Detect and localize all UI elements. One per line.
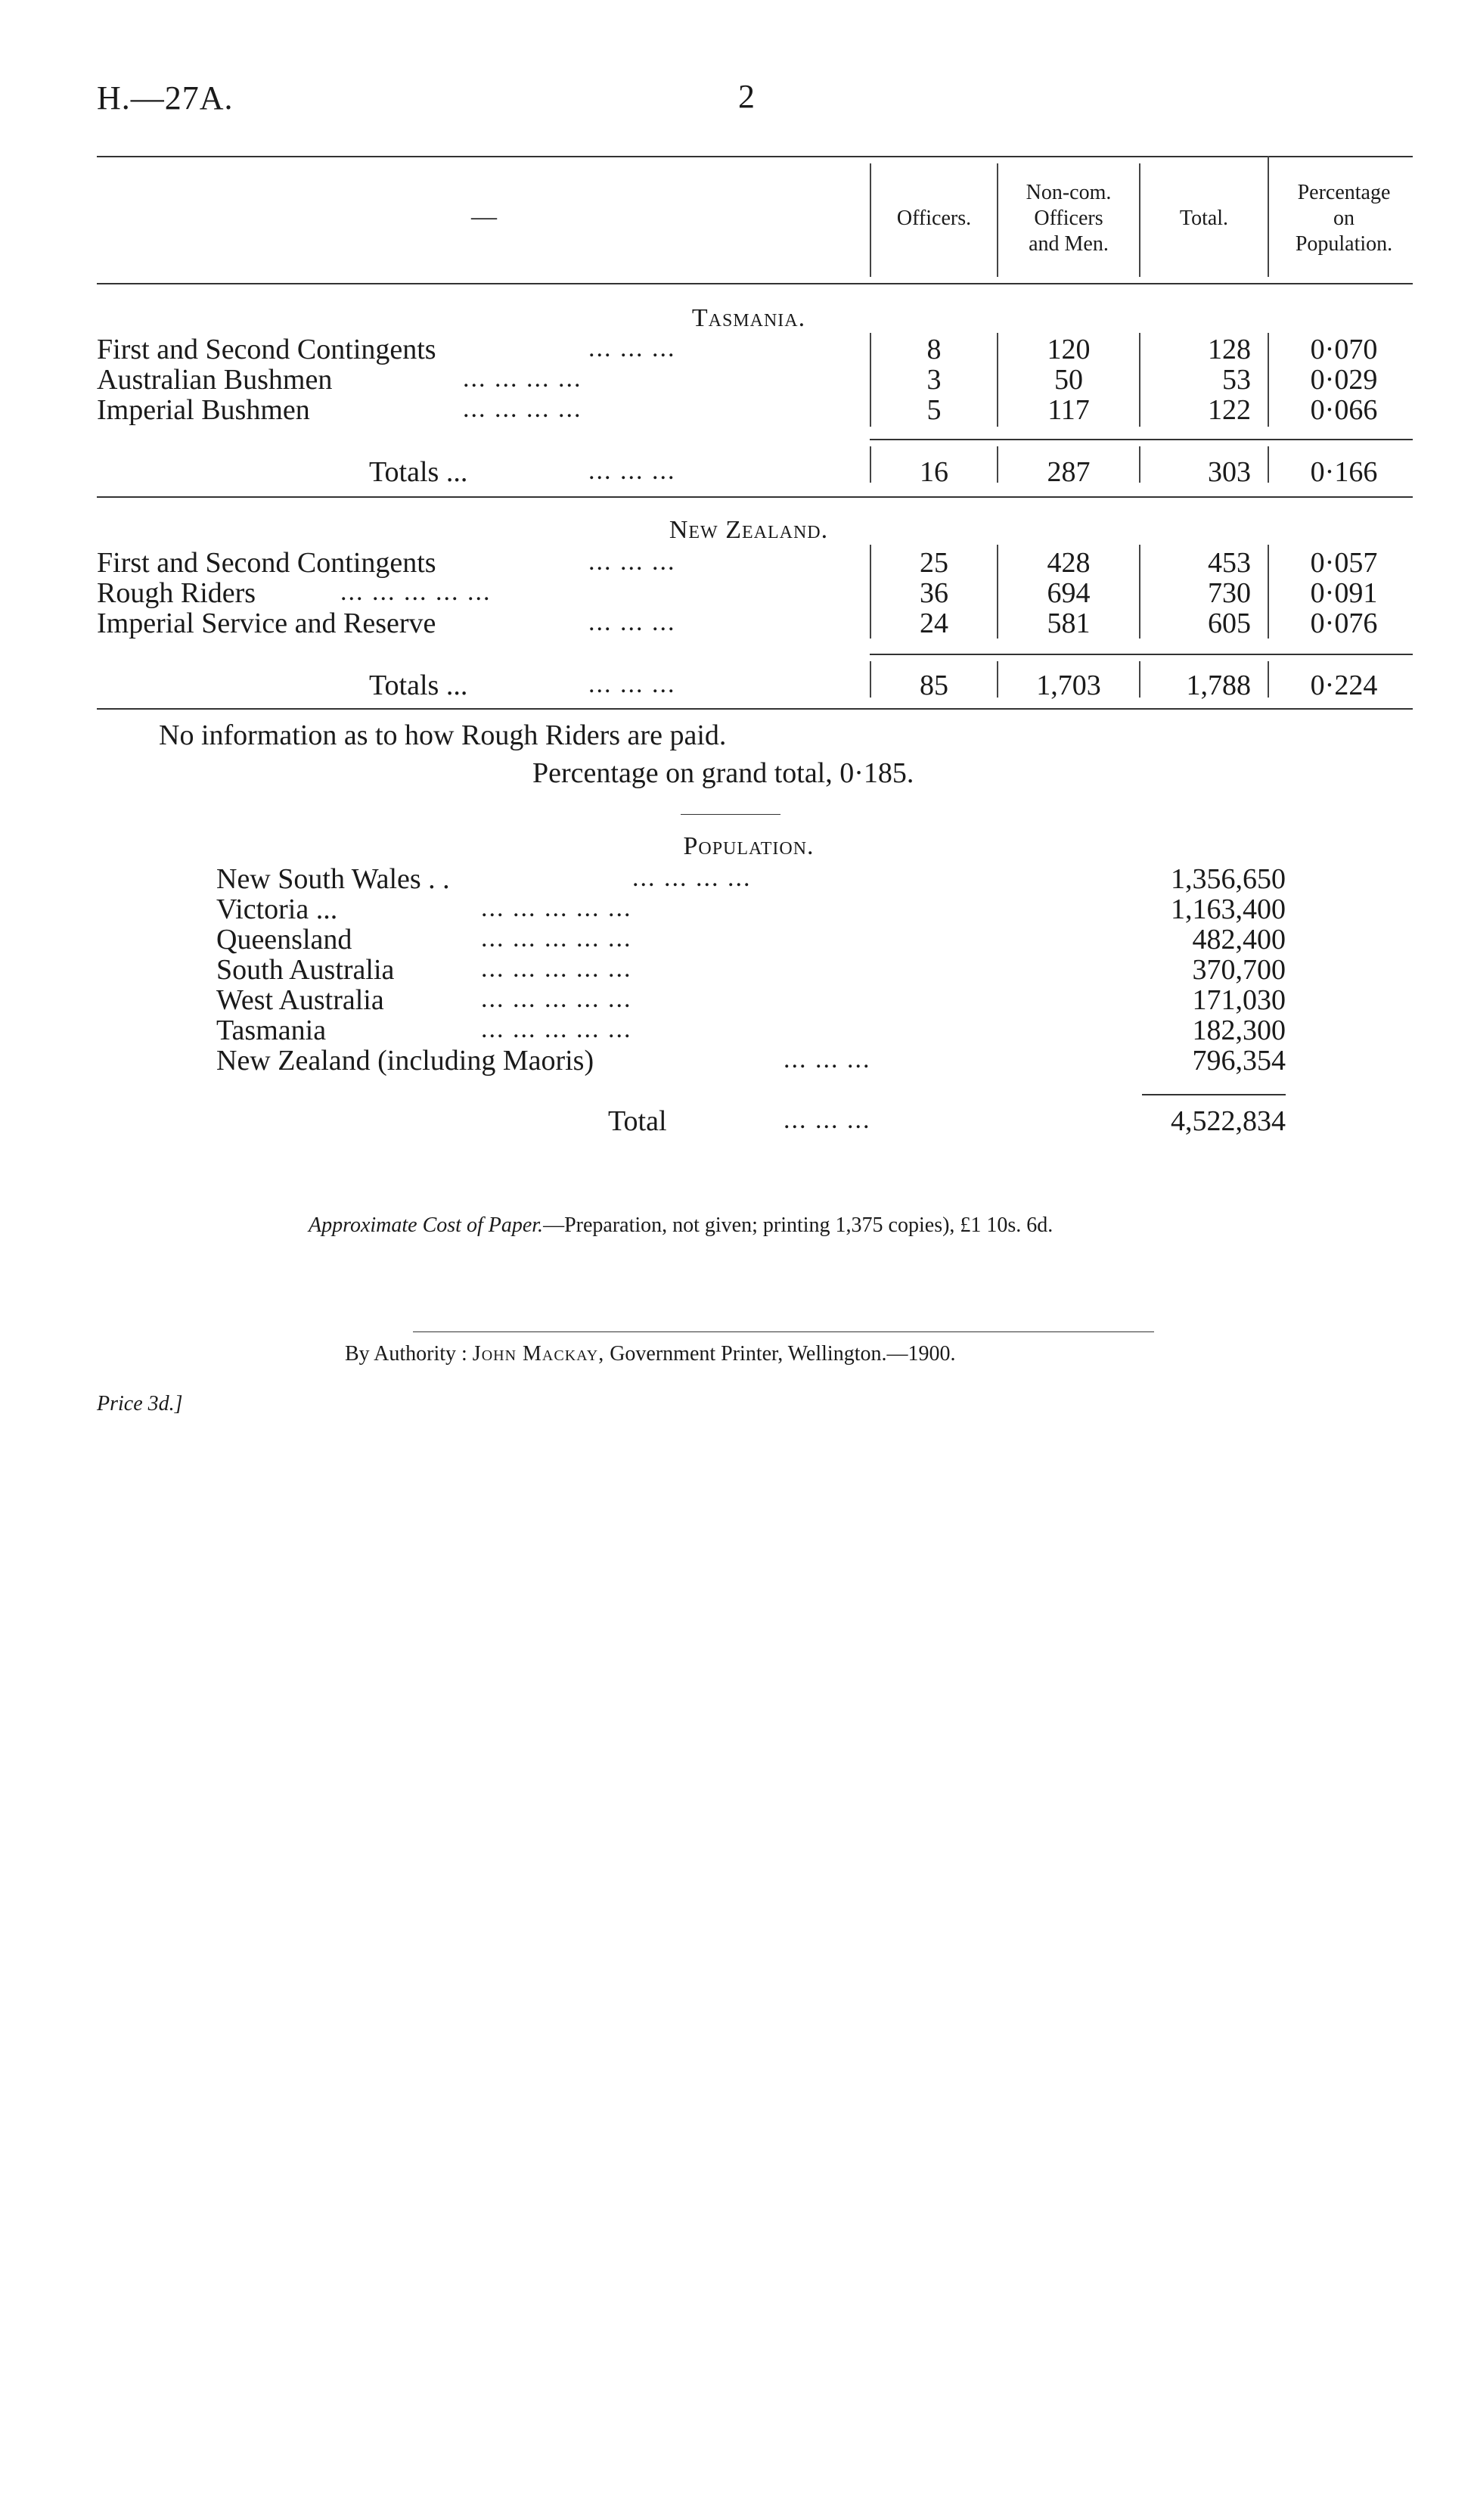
- cell-total-value: 453: [1208, 547, 1251, 579]
- cell-percentage: 0·066: [1310, 394, 1378, 426]
- cell-noncom: 117: [1047, 394, 1090, 426]
- totals-total: [1140, 669, 1268, 702]
- population-row-label: New South Wales . .: [216, 863, 450, 895]
- cell-total: [1140, 333, 1268, 366]
- leader-dots: ... ... ... ... ...: [481, 894, 632, 922]
- note-rough-riders: No information as to how Rough Riders are paid.: [159, 719, 727, 751]
- column-header-officers: Officers.: [896, 207, 972, 230]
- leader-dots: ... ... ... ... ...: [481, 985, 632, 1013]
- cost-label: Approximate Cost of Paper.: [309, 1213, 544, 1237]
- totals-total-value: 1,788: [1186, 670, 1251, 701]
- leader-dots: ... ... ... ...: [463, 365, 582, 393]
- table-row-label: First and Second Contingents: [97, 547, 436, 579]
- cell-officers: 25: [920, 547, 948, 579]
- population-title: Population.: [683, 832, 815, 860]
- leader-dots: ... ... ... ...: [463, 395, 582, 423]
- population-row-value: 1,356,650: [1171, 863, 1286, 895]
- cell-total-value: 605: [1208, 607, 1251, 639]
- table-header-rule: [97, 283, 1413, 284]
- population-row-label: Tasmania: [216, 1015, 327, 1046]
- cell-total-value: 730: [1208, 577, 1251, 609]
- table-top-rule: [97, 156, 1413, 157]
- document-code: H.—27A.: [97, 79, 234, 117]
- noncom-line-1: Non-com.: [1026, 181, 1112, 204]
- cost-text: —Preparation, not given; printing 1,375 copies), £1 10s. 6d.: [543, 1213, 1054, 1237]
- leader-dots: ... ... ... ... ...: [340, 578, 492, 606]
- column-header-percentage: [1271, 180, 1417, 257]
- cell-total: [1140, 546, 1268, 580]
- cell-officers: 8: [926, 334, 942, 365]
- leader-dots: ... ... ...: [784, 1046, 871, 1074]
- totals-percentage: 0·166: [1310, 456, 1378, 488]
- leader-dots: ... ... ... ... ...: [481, 1015, 632, 1043]
- leader-dots: ... ... ...: [588, 548, 676, 576]
- nz-divider-4: [1268, 545, 1269, 639]
- leader-dots: ... ... ... ... ...: [481, 924, 632, 952]
- table-row-label: Imperial Service and Reserve: [97, 607, 436, 639]
- cell-noncom: 50: [1054, 364, 1083, 396]
- table-row-label: First and Second Contingents: [97, 334, 436, 365]
- cell-noncom: 120: [1047, 334, 1091, 365]
- cell-noncom: 581: [1047, 607, 1091, 639]
- printer-name: John Mackay,: [472, 1342, 605, 1366]
- cell-percentage: 0·070: [1310, 334, 1378, 365]
- pct-line-1: Percentage: [1297, 181, 1391, 204]
- leader-dots: ... ... ... ... ...: [481, 955, 632, 983]
- cell-total: [1140, 576, 1268, 610]
- cell-percentage: 0·057: [1310, 547, 1378, 579]
- column-header-first: —: [471, 203, 497, 231]
- tasmania-end-rule: [97, 496, 1413, 498]
- cell-officers: 5: [926, 394, 942, 426]
- cell-total-value: 122: [1208, 394, 1251, 426]
- totals-officers: 85: [920, 670, 948, 701]
- cell-officers: 24: [920, 607, 948, 639]
- totals-noncom: 287: [1047, 456, 1091, 488]
- totals-percentage: 0·224: [1310, 670, 1378, 701]
- leader-dots: ... ... ...: [784, 1106, 871, 1134]
- cell-officers: 3: [926, 364, 942, 396]
- tas-divider-4: [1268, 333, 1269, 427]
- table-bottom-rule: [97, 708, 1413, 710]
- noncom-line-2: Officers: [1034, 207, 1103, 230]
- authority-suffix: Government Printer, Wellington.—1900.: [610, 1342, 956, 1366]
- population-total-label: Total: [608, 1105, 667, 1137]
- population-row-label: Queensland: [216, 924, 352, 955]
- totals-label: Totals ...: [369, 670, 468, 701]
- population-row-label: South Australia: [216, 954, 395, 986]
- table-row-label: Imperial Bushmen: [97, 394, 310, 426]
- column-header-noncom: [998, 180, 1139, 257]
- cell-officers: 36: [920, 577, 948, 609]
- page-number: 2: [738, 78, 755, 115]
- population-total-value: 4,522,834: [1171, 1105, 1286, 1137]
- population-row-value: 796,354: [1192, 1045, 1286, 1077]
- totals-noncom: 1,703: [1036, 670, 1101, 701]
- cost-note: [309, 1213, 1053, 1238]
- leader-dots: ... ... ...: [588, 457, 676, 485]
- cell-total-value: 128: [1208, 334, 1251, 365]
- pct-line-2: on: [1333, 207, 1355, 230]
- population-row-value: 1,163,400: [1171, 893, 1286, 925]
- population-row-label: Victoria ...: [216, 893, 338, 925]
- note-grand-total: Percentage on grand total, 0·185.: [532, 757, 914, 789]
- cell-percentage: 0·091: [1310, 577, 1378, 609]
- leader-dots: ... ... ...: [588, 608, 676, 636]
- noncom-line-3: and Men.: [1029, 232, 1109, 256]
- section-title-new-zealand: New Zealand.: [669, 516, 829, 544]
- cell-noncom: 428: [1047, 547, 1091, 579]
- nz-subtotal-rule: [870, 654, 1413, 655]
- population-row-label: West Australia: [216, 984, 384, 1016]
- cell-total: [1140, 607, 1268, 640]
- short-divider: [681, 814, 780, 815]
- population-row-label: New Zealand (including Maoris): [216, 1045, 594, 1077]
- population-row-value: 370,700: [1192, 954, 1286, 986]
- cell-percentage: 0·029: [1310, 364, 1378, 396]
- leader-dots: ... ... ... ...: [632, 864, 752, 892]
- authority-line: [345, 1342, 955, 1366]
- table-row-label: Rough Riders: [97, 577, 256, 609]
- section-title-tasmania: Tasmania.: [691, 304, 806, 332]
- footer-divider: [413, 1331, 1154, 1332]
- tasmania-subtotal-rule: [870, 439, 1413, 440]
- column-header-total: Total.: [1179, 207, 1229, 230]
- nz-tot-divider-4: [1268, 661, 1269, 698]
- totals-total: [1140, 455, 1268, 489]
- pct-line-3: Population.: [1295, 232, 1393, 256]
- cell-noncom: 694: [1047, 577, 1091, 609]
- totals-officers: 16: [920, 456, 948, 488]
- totals-label: Totals ...: [369, 456, 468, 488]
- cell-total: [1140, 393, 1268, 427]
- population-row-value: 482,400: [1192, 924, 1286, 955]
- authority-prefix: By Authority :: [345, 1342, 467, 1366]
- cell-percentage: 0·076: [1310, 607, 1378, 639]
- leader-dots: ... ... ...: [588, 334, 676, 362]
- population-row-value: 171,030: [1192, 984, 1286, 1016]
- tas-tot-divider-4: [1268, 446, 1269, 483]
- population-row-value: 182,300: [1192, 1015, 1286, 1046]
- price-note: Price 3d.]: [97, 1392, 183, 1415]
- col-divider-4: [1268, 156, 1269, 277]
- cell-total: [1140, 363, 1268, 396]
- population-total-rule: [1142, 1094, 1286, 1095]
- leader-dots: ... ... ...: [588, 670, 676, 698]
- totals-total-value: 303: [1208, 456, 1251, 488]
- table-row-label: Australian Bushmen: [97, 364, 333, 396]
- cell-total-value: 53: [1222, 364, 1251, 396]
